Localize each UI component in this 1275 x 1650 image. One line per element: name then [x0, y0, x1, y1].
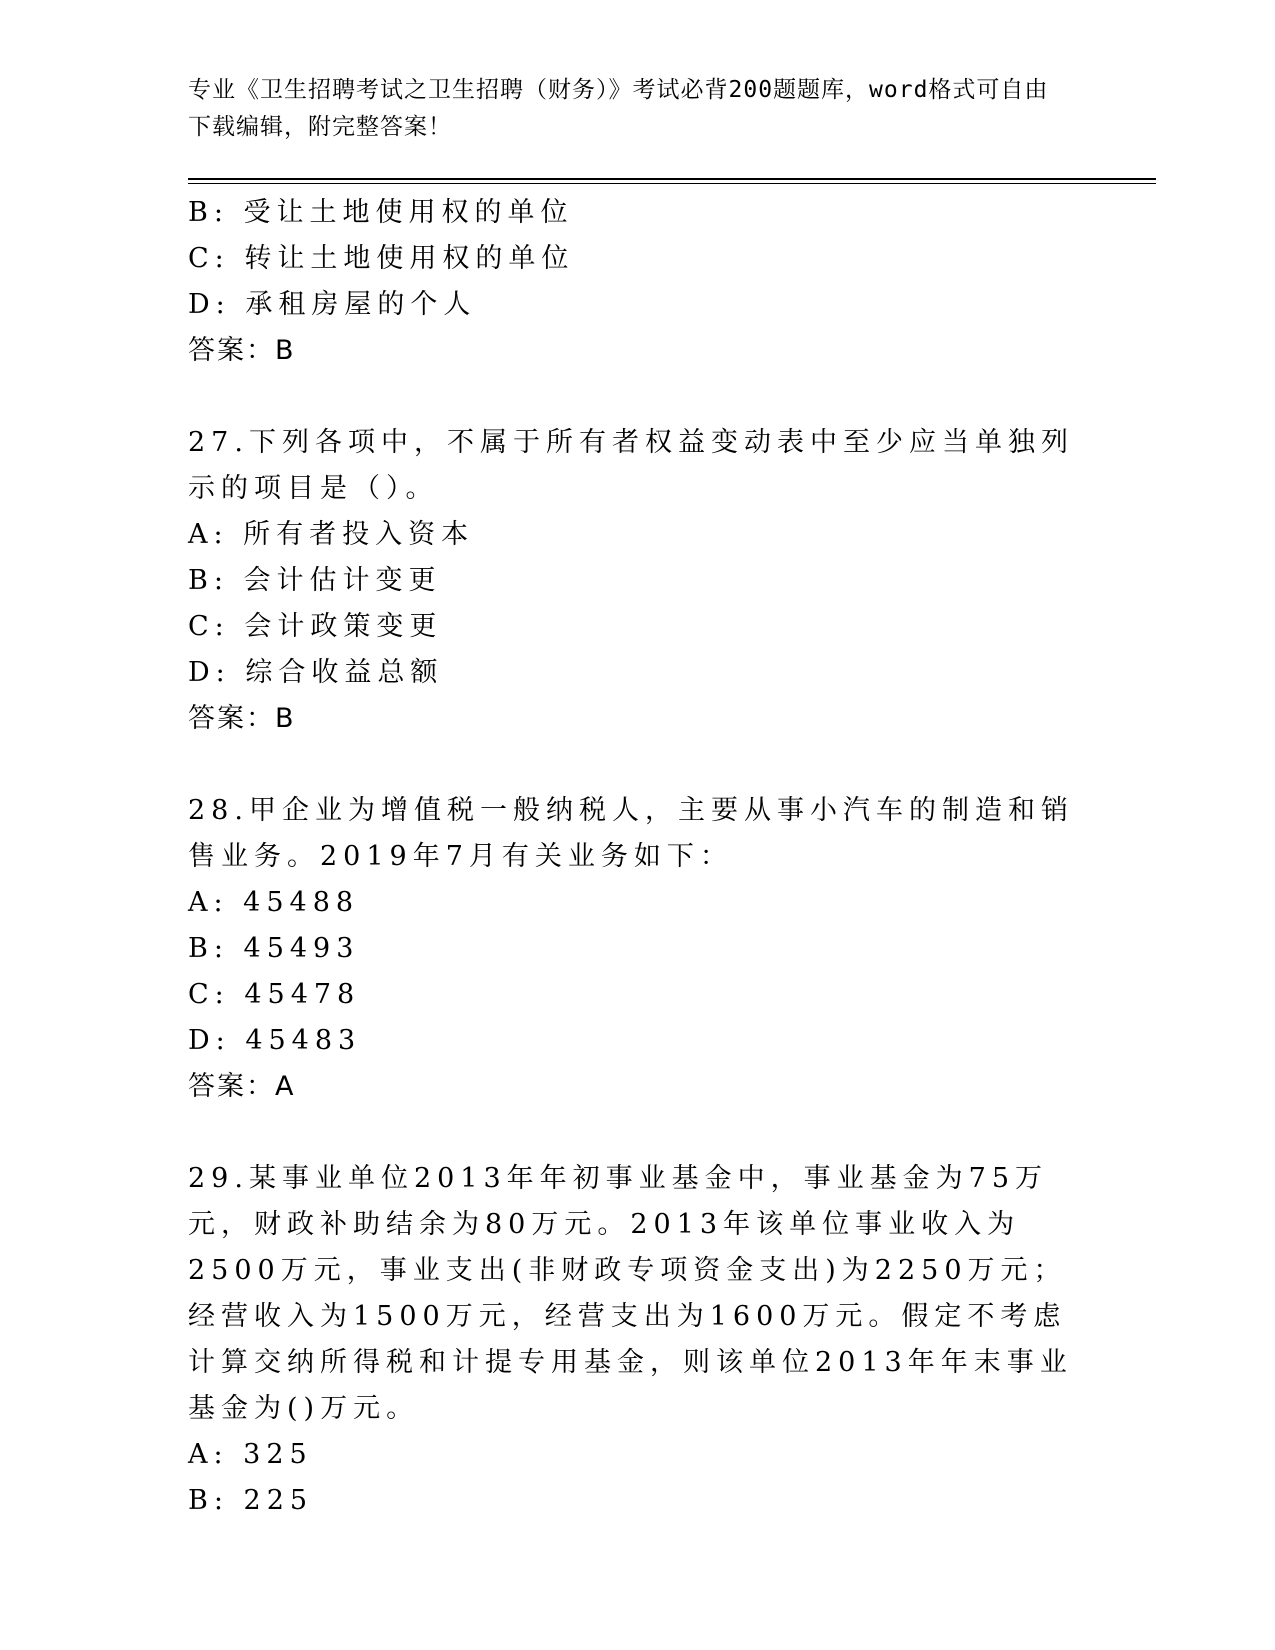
option-d: D: 45483 [188, 1025, 362, 1056]
question-26-tail [188, 190, 1088, 374]
answer-line: 答案：B [188, 335, 296, 366]
question-stem: 29.某事业单位2013年年初事业基金中，事业基金为75万元，财政补助结余为80万元。2013年该单位事业收入为2500万元，事业支出(非财政专项资金支出)为2250万元；经营收入为1500万元，经营支出为1600万元。假定不考虑计算交纳所得税和计提专用基金，则该单位2013年年末事业基金为()万元。 [188, 1163, 1073, 1424]
option-a: A: 325 [188, 1439, 313, 1470]
spacer [188, 1110, 1088, 1156]
option-b: B: 45493 [188, 933, 360, 964]
spacer [188, 742, 1088, 788]
option-b: B: 225 [188, 1485, 314, 1516]
question-content [188, 190, 1088, 1524]
question-27 [188, 420, 1088, 742]
answer-line: 答案：A [188, 1071, 296, 1102]
question-28 [188, 788, 1088, 1110]
option-a: A: 所有者投入资本 [188, 519, 475, 550]
option-d: D: 承租房屋的个人 [188, 289, 477, 320]
option-b: B: 会计估计变更 [188, 565, 442, 596]
option-d: D: 综合收益总额 [188, 657, 444, 688]
question-29 [188, 1156, 1088, 1524]
question-stem: 28.甲企业为增值税一般纳税人，主要从事小汽车的制造和销售业务。2019年7月有关业务如下： [188, 795, 1074, 872]
header-rule-thin [188, 183, 1156, 184]
option-b: B: 受让土地使用权的单位 [188, 197, 574, 228]
option-a: A: 45488 [188, 887, 360, 918]
answer-line: 答案：B [188, 703, 296, 734]
page-header: 专业《卫生招聘考试之卫生招聘（财务）》考试必背200题题库，word格式可自由下载编辑，附完整答案！ [188, 77, 1049, 140]
option-c: C: 45478 [188, 979, 361, 1010]
option-c: C: 转让土地使用权的单位 [188, 243, 575, 274]
spacer [188, 374, 1088, 420]
header-rule-thick [188, 178, 1156, 180]
option-c: C: 会计政策变更 [188, 611, 443, 642]
question-stem: 27.下列各项中，不属于所有者权益变动表中至少应当单独列示的项目是（）。 [188, 427, 1074, 504]
